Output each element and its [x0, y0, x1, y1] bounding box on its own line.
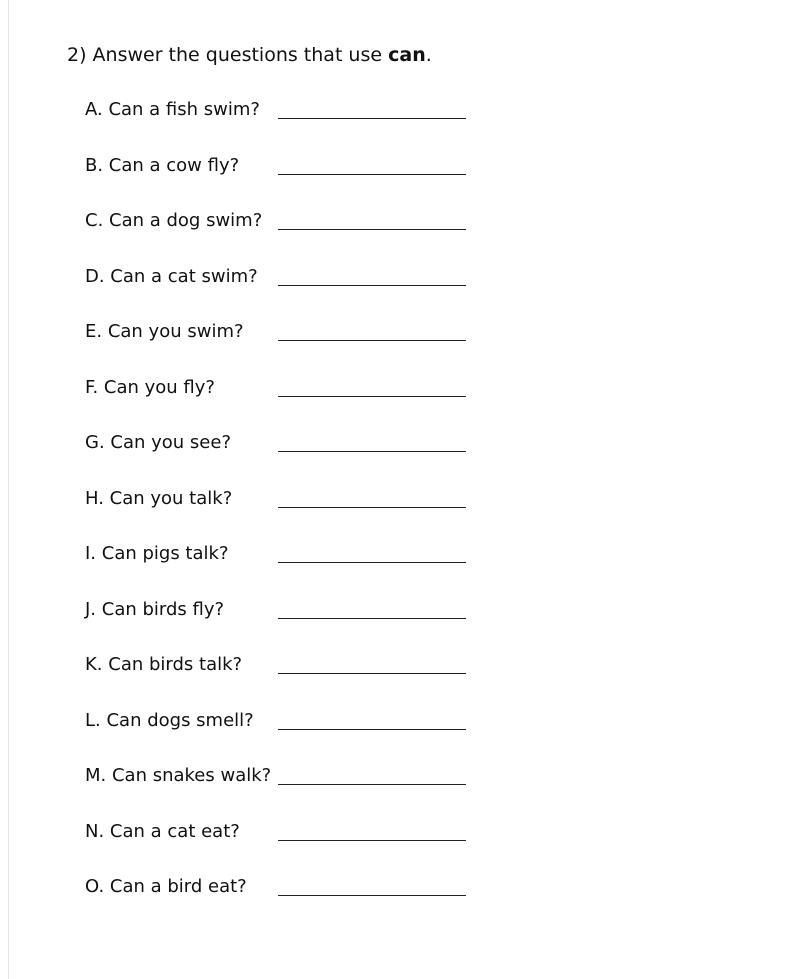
question-row [85, 874, 485, 930]
question-row [85, 486, 485, 542]
answer-line[interactable] [278, 895, 466, 896]
answer-line[interactable] [278, 618, 466, 619]
question-list [85, 97, 485, 930]
instruction-prefix: 2) Answer the questions that use [67, 44, 389, 66]
answer-line[interactable] [278, 673, 466, 674]
question-row [85, 541, 485, 597]
question-text: B. Can a cow fly? [85, 154, 240, 176]
question-text: N. Can a cat eat? [85, 820, 240, 842]
question-text: F. Can you fly? [85, 376, 215, 398]
answer-line[interactable] [278, 562, 466, 563]
question-text: G. Can you see? [85, 432, 231, 453]
answer-line[interactable] [278, 118, 466, 119]
answer-line[interactable] [278, 396, 466, 397]
question-text: M. Can snakes walk? [85, 765, 272, 786]
question-text: E. Can you swim? [85, 321, 244, 342]
answer-line[interactable] [278, 340, 466, 341]
answer-line[interactable] [278, 451, 466, 452]
question-row [85, 319, 485, 375]
answer-line[interactable] [278, 285, 466, 286]
answer-line[interactable] [278, 507, 466, 508]
question-text: L. Can dogs smell? [85, 709, 254, 731]
instruction-suffix: . [425, 44, 432, 66]
question-row [85, 652, 485, 708]
question-text: A. Can a fish swim? [85, 99, 260, 120]
answer-line[interactable] [278, 229, 466, 230]
question-row [85, 708, 485, 764]
answer-line[interactable] [278, 174, 466, 175]
answer-line[interactable] [278, 729, 466, 730]
question-row [85, 208, 485, 264]
question-row [85, 153, 485, 209]
question-row [85, 97, 485, 153]
question-text: H. Can you talk? [85, 487, 233, 509]
instruction-keyword: can [388, 44, 426, 66]
question-text: C. Can a dog swim? [85, 210, 263, 231]
question-text: J. Can birds fly? [85, 598, 225, 620]
question-row [85, 597, 485, 653]
question-row [85, 819, 485, 875]
question-row [85, 763, 485, 819]
question-text: I. Can pigs talk? [85, 543, 229, 564]
instruction-text [67, 42, 432, 68]
question-text: O. Can a bird eat? [85, 876, 247, 897]
answer-line[interactable] [278, 840, 466, 841]
question-text: D. Can a cat swim? [85, 265, 258, 287]
question-text: K. Can birds talk? [85, 654, 243, 675]
question-row [85, 430, 485, 486]
answer-line[interactable] [278, 784, 466, 785]
question-row [85, 264, 485, 320]
question-row [85, 375, 485, 431]
